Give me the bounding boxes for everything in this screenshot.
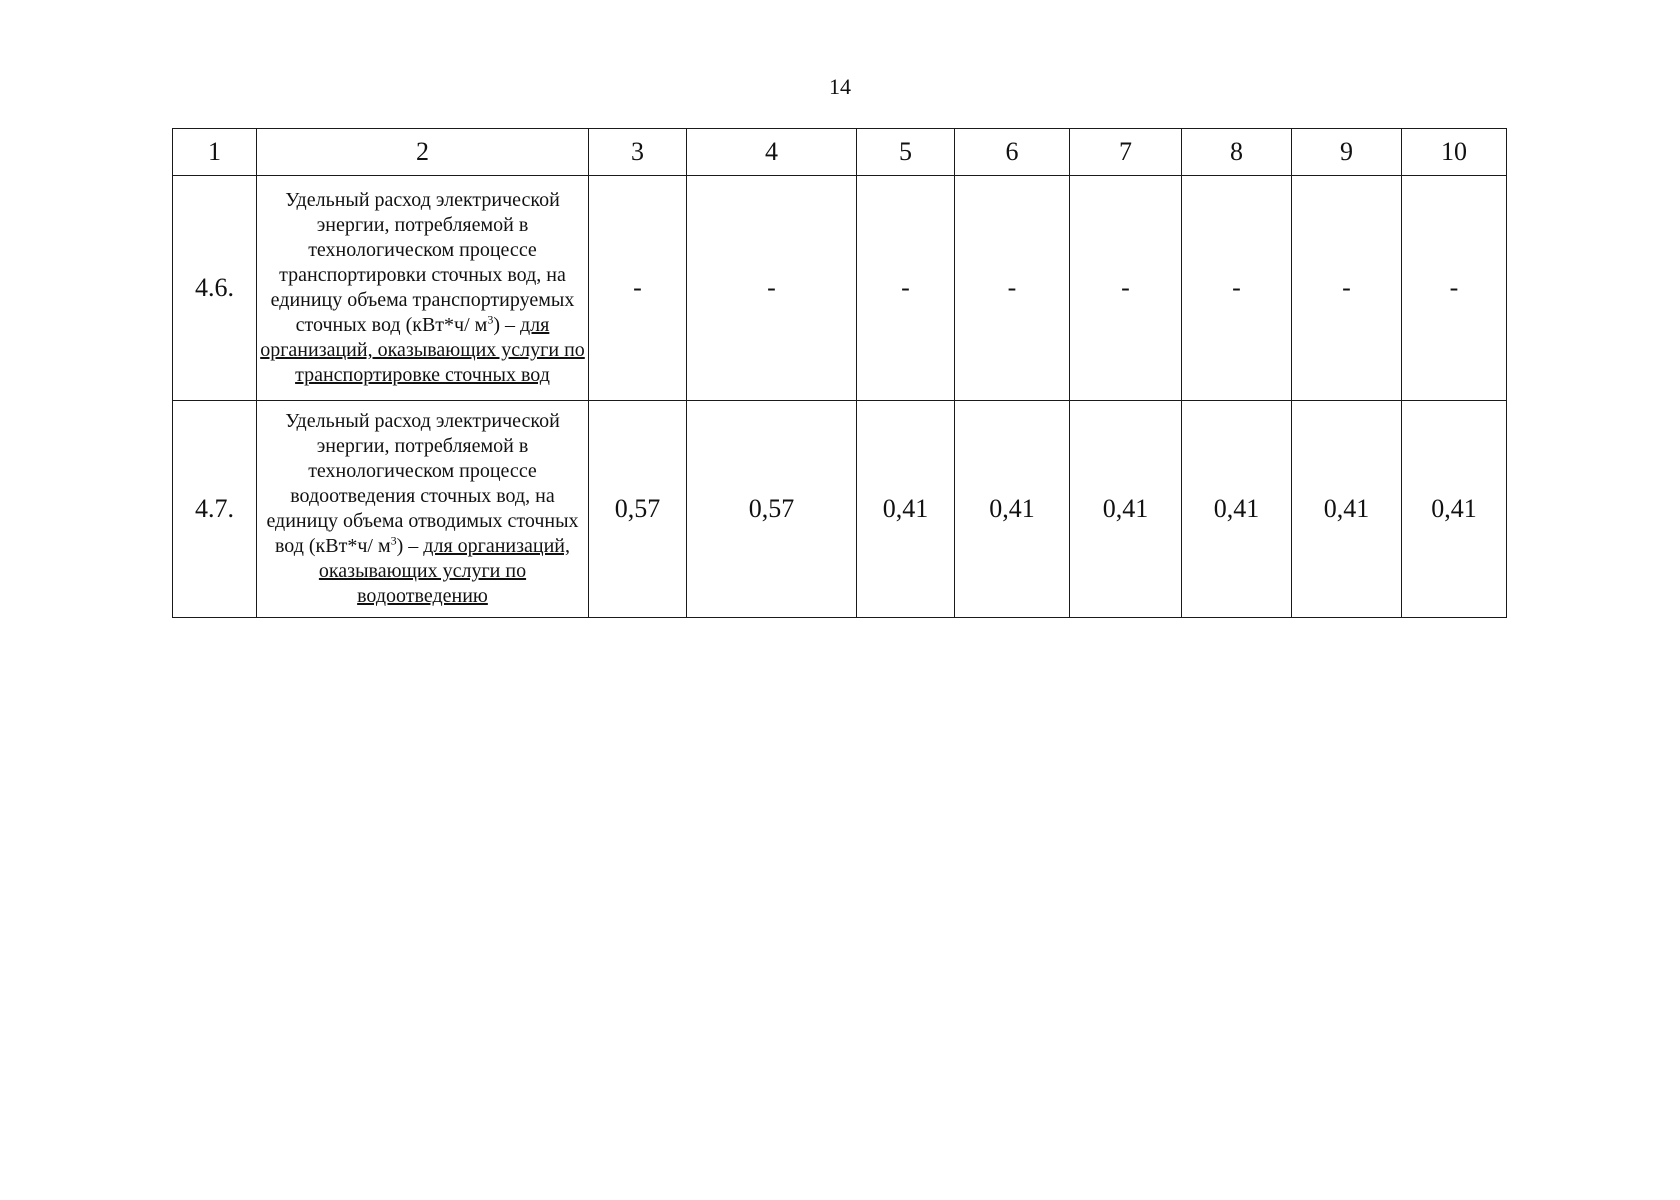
description-text: Удельный расход электрической энергии, потребляемой в технологическом процессе транспортировки сточных вод, на единицу объема транспортируемых сточных вод (кВт*ч/ м (270, 189, 575, 336)
table-row (173, 401, 1507, 618)
value-cell: - (1292, 176, 1402, 401)
column-header: 5 (857, 129, 955, 176)
value-cell: 0,41 (1070, 401, 1182, 618)
row-description (257, 401, 589, 618)
value-cell: - (857, 176, 955, 401)
column-header: 10 (1402, 129, 1507, 176)
value-cell: 0,41 (1292, 401, 1402, 618)
value-cell: - (589, 176, 687, 401)
value-cell: 0,57 (687, 401, 857, 618)
row-number: 4.6. (173, 176, 257, 401)
table-row (173, 176, 1507, 401)
description-text: Удельный расход электрической энергии, потребляемой в технологическом процессе водоотведения сточных вод, на единицу объема отводимых сточных вод (кВт*ч/ м (266, 410, 579, 557)
value-cell: 0,57 (589, 401, 687, 618)
description-underlined-text: для организаций, оказывающих услуги по транспортировке сточных вод (260, 314, 585, 386)
description-superscript: 3 (487, 312, 494, 327)
column-header: 2 (257, 129, 589, 176)
column-header: 6 (955, 129, 1070, 176)
value-cell: - (955, 176, 1070, 401)
value-cell: 0,41 (1402, 401, 1507, 618)
description-underlined-text: для организаций, оказывающих услуги по водоотведению (318, 535, 571, 607)
table-header-row (173, 129, 1507, 176)
description-text-after: ) – (396, 535, 424, 557)
value-cell: 0,41 (857, 401, 955, 618)
column-header: 4 (687, 129, 857, 176)
value-cell: 0,41 (955, 401, 1070, 618)
row-number: 4.7. (173, 401, 257, 618)
value-cell: - (1070, 176, 1182, 401)
row-description (257, 176, 589, 401)
description-text-after: ) – (493, 314, 520, 336)
column-header: 8 (1182, 129, 1292, 176)
column-header: 9 (1292, 129, 1402, 176)
page-number: 14 (829, 74, 851, 99)
indicators-table (172, 128, 1507, 618)
column-header: 7 (1070, 129, 1182, 176)
column-header: 3 (589, 129, 687, 176)
value-cell: - (687, 176, 857, 401)
value-cell: - (1402, 176, 1507, 401)
value-cell: 0,41 (1182, 401, 1292, 618)
column-header: 1 (173, 129, 257, 176)
value-cell: - (1182, 176, 1292, 401)
description-superscript: 3 (390, 533, 397, 548)
